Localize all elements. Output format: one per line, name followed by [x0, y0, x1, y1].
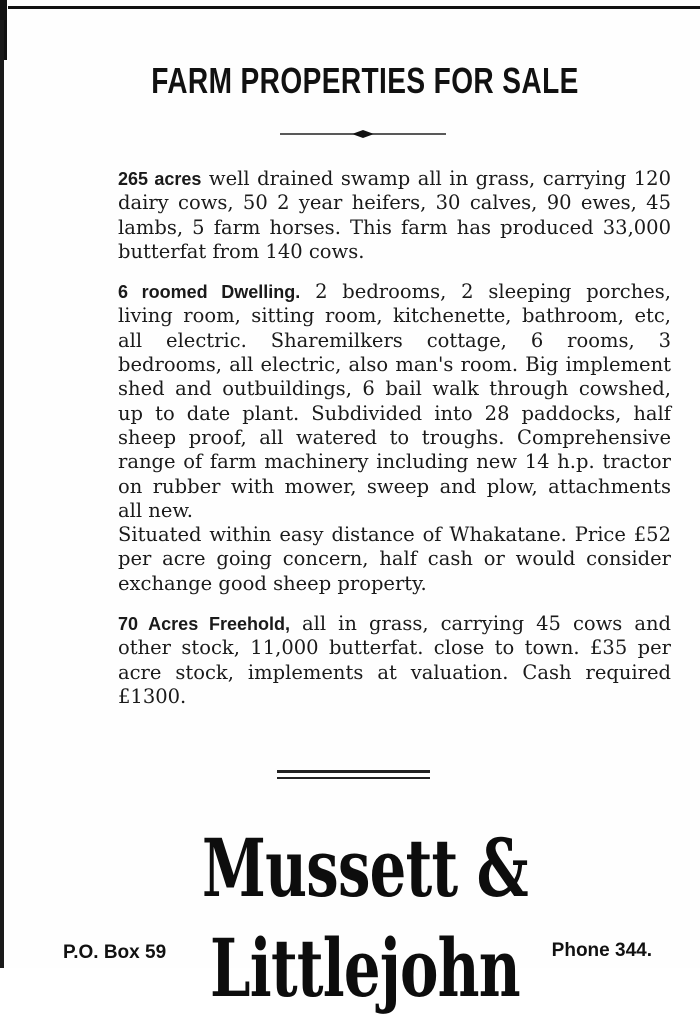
- listing-3-text: all in grass, carrying 45 cows and other stock, 11,000 butterfat. close to town. £35 per acre stock, implements at valuation. Cash required £1300.: [118, 612, 671, 708]
- headline: FARM PROPERTIES FOR SALE: [151, 60, 579, 101]
- listing-2: [118, 280, 671, 596]
- listing-3: [118, 612, 671, 709]
- listing-1-lead: 265 acres: [118, 169, 202, 189]
- listing-2-lead: 6 roomed Dwelling.: [118, 282, 301, 303]
- listing-3-lead: 70 Acres Freehold,: [118, 614, 291, 635]
- double-rule-divider: [277, 770, 430, 779]
- ornament-divider: [280, 128, 446, 140]
- firm-name: Mussett & Littlejohn: [202, 821, 528, 1015]
- listing-2-text: 2 bedrooms, 2 sleeping porches, living room, sitting room, kitchenette, bathroom, etc, all electric. Sharemilkers cottage, 6 rooms, 3 bedrooms, all electric, also man's room. Big implement shed and outbuildings, 6 bail walk through cowshed, up to date plant. Subdivided into 28 paddocks, half sheep proof, all watered to troughs. Comprehensive range of farm machinery including new 14 h.p. tractor on rubber with mower, sweep and plow, attachments all new.: [118, 280, 671, 522]
- top-border: [8, 6, 700, 9]
- listing-2-text-2: Situated within easy distance of Whakatane. Price £52 per acre going concern, half cash or would consider exchange good sheep property.: [118, 523, 671, 595]
- phone-number: Phone 344.: [551, 940, 652, 961]
- listing-1: [118, 167, 671, 264]
- left-border: [0, 20, 4, 968]
- po-box: P.O. Box 59: [63, 942, 167, 963]
- ad-body: [118, 167, 671, 725]
- listing-1-text: well drained swamp all in grass, carrying 120 dairy cows, 50 2 year heifers, 30 calves, 90 ewes, 45 lambs, 5 farm horses. This farm has produced 33,000 butterfat from 140 cows.: [118, 167, 671, 263]
